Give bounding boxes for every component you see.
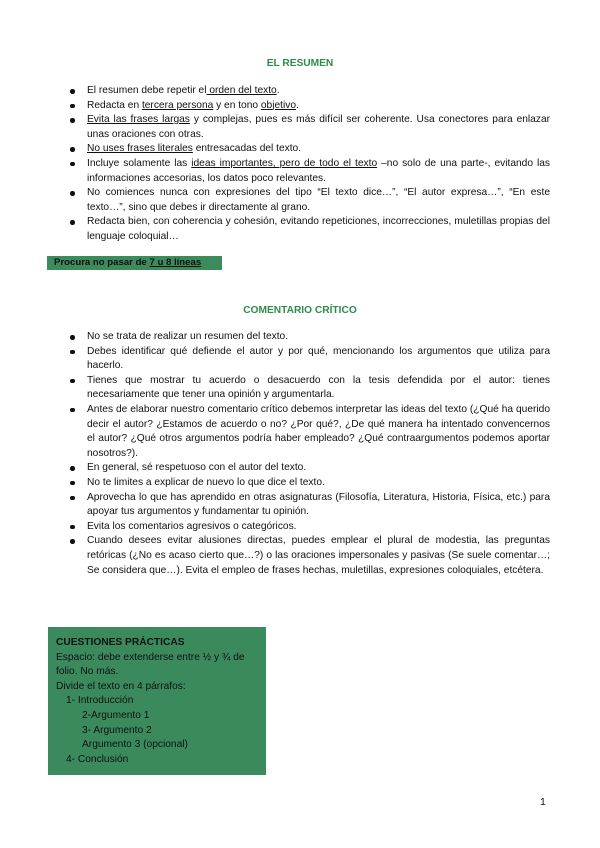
list-item (70, 491, 550, 520)
resumen-list (70, 84, 550, 245)
list-item (70, 99, 550, 114)
list-item-text: No comiences nunca con expresiones del tipo “El texto dice…”, “El autor expresa…”, “En este texto…”, sino que debes ir directamente al grano. (87, 187, 550, 213)
list-item (70, 403, 550, 461)
list-item-text: Evita las frases largas (87, 114, 190, 126)
resumen-title: EL RESUMEN (266, 58, 334, 69)
list-item-text: entresacadas del texto. (192, 143, 302, 155)
list-item-text: y en tono (213, 99, 261, 111)
list-item (70, 520, 550, 535)
list-item (70, 84, 550, 99)
comentario-list (70, 330, 550, 578)
note-prefix: Procura no pasar de (54, 257, 150, 268)
list-item-text: tercera persona (141, 99, 214, 111)
page-number: 1 (540, 796, 546, 808)
list-item (70, 345, 550, 374)
list-item (70, 186, 550, 215)
cuestiones-line: 2-Argumento 1 (82, 709, 150, 721)
cuestiones-line: 4- Conclusión (66, 753, 129, 765)
list-item-text: No te limites a explicar de nuevo lo que dice el texto. (87, 476, 325, 488)
list-item (70, 374, 550, 403)
list-item (70, 157, 550, 186)
list-item-text: Debes identificar qué defiende el autor y por qué, mencionando los argumentos que utiliza para hacerlo. (87, 345, 550, 372)
list-item-text: No uses frases literales (87, 143, 193, 155)
cuestiones-lines (56, 651, 258, 768)
list-item-text: Aprovecha lo que has aprendido en otras asignaturas (Filosofía, Literatura, Historia, Física, etc.) para apoyar tus argumentos y fundamentar tu opinión. (87, 491, 550, 518)
list-item (70, 113, 550, 142)
list-item (70, 330, 550, 345)
comentario-title: COMENTARIO CRÍTICO (243, 305, 357, 316)
list-item-text: . (296, 99, 299, 111)
list-item-text: El resumen debe repetir el (87, 85, 207, 96)
note-box (47, 256, 222, 270)
list-item (70, 534, 550, 578)
list-item-text: Antes de elaborar nuestro comentario crítico debemos interpretar las ideas del texto (¿Qué ha querido decir el autor? ¿Estamos de acuerdo o no? ¿Por qué?, ¿De qué manera ha intentado convencernos el autor? ¿Qué otros argumentos podría haber empleado? ¿Qué contraargumentos podemos aportar nosotros?). (87, 403, 550, 459)
list-item-text: Redacta en (87, 99, 142, 111)
list-item-text: ideas importantes, pero de todo el texto (191, 157, 378, 169)
list-item-text: y complejas, pues es más difícil ser coherente. Usa conectores para enlazar unas oraciones con otras. (87, 114, 550, 140)
list-item-text: objetivo (260, 99, 296, 111)
list-item (70, 215, 550, 244)
list-item (70, 476, 550, 491)
list-item-text: . (276, 85, 280, 96)
list-item-text: Redacta bien, con coherencia y cohesión, evitando repeticiones, incorrecciones, muletillas propias del lenguaje coloquial… (87, 216, 550, 242)
note-highlight: 7 u 8 líneas (149, 257, 202, 268)
list-item (70, 461, 550, 476)
cuestiones-line: 3- Argumento 2 (82, 724, 152, 736)
cuestiones-box (48, 627, 266, 775)
list-item-text: Evita los comentarios agresivos o categóricos. (87, 520, 297, 532)
list-item-text: No se trata de realizar un resumen del texto. (87, 331, 289, 342)
cuestiones-line: Argumento 3 (opcional) (82, 739, 188, 751)
list-item-text: Incluye solamente las (87, 157, 192, 169)
cuestiones-line: 1- Introducción (66, 695, 134, 707)
list-item-text: orden del texto (206, 85, 277, 96)
cuestiones-line: Espacio: debe extenderse entre ½ y ¾ de folio. No más. (56, 651, 245, 678)
list-item-text: –no solo de una parte-, evitando las informaciones accesorias, los datos poco relevantes. (87, 157, 550, 184)
list-item-text: En general, sé respetuoso con el autor del texto. (87, 462, 307, 474)
cuestiones-title: CUESTIONES PRÁCTICAS (56, 637, 185, 648)
list-item (70, 142, 550, 157)
list-item-text: Cuando desees evitar alusiones directas, puedes emplear el plural de modestia, las preguntas retóricas (¿No es acaso cierto que…?) o las oraciones impersonales y pasivas (Se suele comentar…; Se considera que…). Evita el empleo de frases hechas, muletillas, expresiones coloquiales, etcétera. (87, 535, 550, 576)
list-item-text: Tienes que mostrar tu acuerdo o desacuerdo con la tesis defendida por el autor: tienes necesariamente que tener una opinión y argumentarla. (87, 374, 550, 401)
cuestiones-line: Divide el texto en 4 párrafos: (56, 680, 186, 692)
